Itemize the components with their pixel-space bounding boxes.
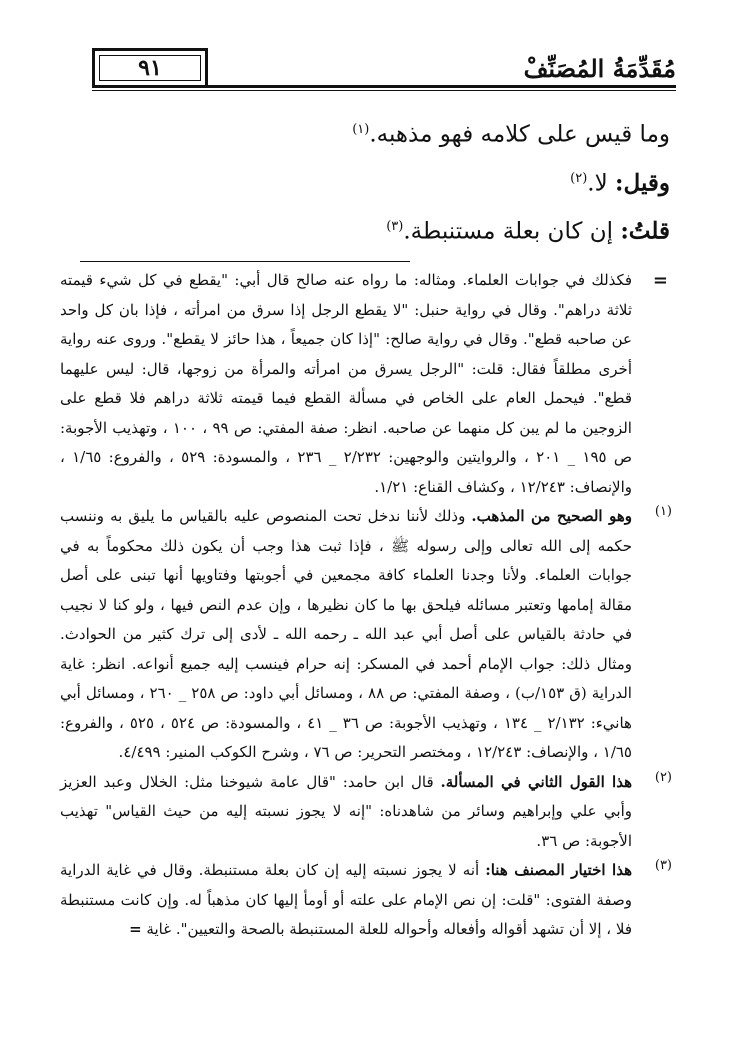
footnote-ref-1: (١): [352, 122, 370, 137]
footnote-body: [60, 856, 632, 945]
footnote-divider: [80, 261, 410, 262]
continuation-text: فكذلك في جوابات العلماء. ومثاله: ما رواه عنه صالح قال أبي: "يقطع في كل شيء قيمته ثلاثة دراهم". وقال في رواية حنبل: "لا يقطع الرجل إذا سرق من امرأته ، فإذا بان كل واحد عن صاحبه قطع". وقال في رواية صالح: "إذا كان جميعاً ، هذا حائز لا يقطع". وروى عنه رواية أخرى مطلقاً فقال: قلت: "الرجل يسرق من امرأته والمرأة من زوجها، قال: ليس عليهما قطع". فيحمل العام على الخاص في مسألة القطع فيما قيمته ثلاثة دراهم فلا قطع على الزوجين ما لم يبن كل منهما عن صاحبه. انظر: صفة المفتي: ص ٩٩ ، ١٠٠ ، وتهذيب الأجوبة: ص ١٩٥ _ ٢٠١ ، والروايتين والوجهين: ٢/٢٣٢ _ ٢٣٦ ، والمسودة: ٥٢٩ ، والفروع: ١/٦٥ ، والإنصاف: ١٢/٢٤٣ ، وكشاف القناع: ١/٢١.: [60, 271, 633, 496]
footnote-text: وذلك لأننا ندخل تحت المنصوص عليه بالقياس ما يليق به وننسب حكمه إلى الله تعالى وإلى رسوله ﷺ ، فإذا ثبت هذا وجب أن يكون ذلك محكوماً به في جوابات العلماء. ولأنا وجدنا العلماء كافة مجمعين في أجوبتها وفتاويها أنها تبنى على أصل مقالة إمامها وتعتبر مسائله فيلحق بها ما كان نظيرها ، وإن عدم النص فيها ، ولو كنا لا نجيب في حادثة بالقياس على أصل أبي عبد الله ـ رحمه الله ـ لأدى إلى ترك كثير من الحوادث. ومثال ذلك: جواب الإمام أحمد في المسكر: إنه حرام فينسب إليه جميع أنواعه. انظر: غاية الدراية (ق ١٥٣/ب) ، وصفة المفتي: ص ٨٨ ، ومسائل أبي داود: ص ٢٥٨ _ ٢٦٠ ، ومسائل أبي هانيء: ٢/١٣٢ _ ١٣٤ ، وتهذيب الأجوبة: ص ٣٦ _ ٤١ ، والمسودة: ص ٥٢٤ ، ٥٢٥ ، والفروع: ١/٦٥ ، والإنصاف: ١٢/٢٤٣ ، ومختصر التحرير: ص ٧٦ ، وشرح الكوكب المنير: ٤/٤٩٩.: [60, 507, 632, 761]
main-line-1: [60, 108, 670, 157]
main-line-2-label: وقيل:: [615, 169, 670, 197]
main-line-2-text: لا.: [587, 170, 616, 197]
footnote-ref-2: (٢): [570, 170, 588, 186]
footnote-lead: هذا القول الثاني في المسألة.: [440, 772, 632, 791]
footnote-ref-3: (٣): [386, 219, 404, 235]
main-line-2: [60, 157, 670, 206]
main-line-3-label: قلتُ:: [620, 217, 670, 245]
footnote-lead: هذا اختيار المصنف هنا:: [485, 861, 632, 879]
page-number: ٩١: [138, 55, 162, 81]
footnote-lead: وهو الصحيح من المذهب.: [471, 507, 632, 525]
footnote-body: [60, 768, 632, 857]
footnote-body: [60, 502, 632, 768]
footnote-number: (٣): [654, 858, 672, 873]
footnote-number: (١): [654, 504, 672, 519]
running-title: مُقَدِّمَةُ المُصَنِّفْ: [523, 54, 676, 83]
main-text: [60, 108, 670, 254]
footnote-2: [60, 768, 672, 857]
main-line-3-text: إن كان بعلة مستنبطة.: [403, 218, 621, 245]
continuation-mark: =: [652, 270, 668, 291]
footnotes: [60, 266, 672, 945]
footnote-text: قال ابن حامد: "قال عامة شيوخنا مثل: الخلال وعبد العزيز وأبي علي وإبراهيم وسائر من شاهدناه: "إنه لا يجوز نسبته إليه من حيث القياس" تهذيب الأجوبة: ص ٣٦.: [60, 772, 632, 850]
main-line-1-text: وما قيس على كلامه فهو مذهبه.: [369, 121, 670, 148]
footnote-continuation: [60, 266, 672, 502]
header-rule-thin: [92, 90, 676, 91]
footnote-text: أنه لا يجوز نسبته إليه إن كان بعلة مستنبطة. وقال في غاية الدراية وصفة الفتوى: "قلت: إن نص الإمام على علته أو أومأ إليها كان مذهباً له. وإن كانت مستنبطة فلا ، إلا أن تشهد أقواله وأفعاله وأحواله للعلة المستنبطة بالصحة والتعيين". غاية: [60, 861, 632, 938]
footnote-number: (٢): [654, 769, 672, 785]
page-header: [64, 40, 676, 100]
continuation-mark-end: =: [129, 920, 142, 938]
footnote-1: [60, 502, 672, 768]
page-number-box: [92, 48, 208, 88]
main-line-3: [60, 205, 670, 254]
header-rule: [92, 85, 676, 88]
footnote-3: [60, 856, 672, 945]
